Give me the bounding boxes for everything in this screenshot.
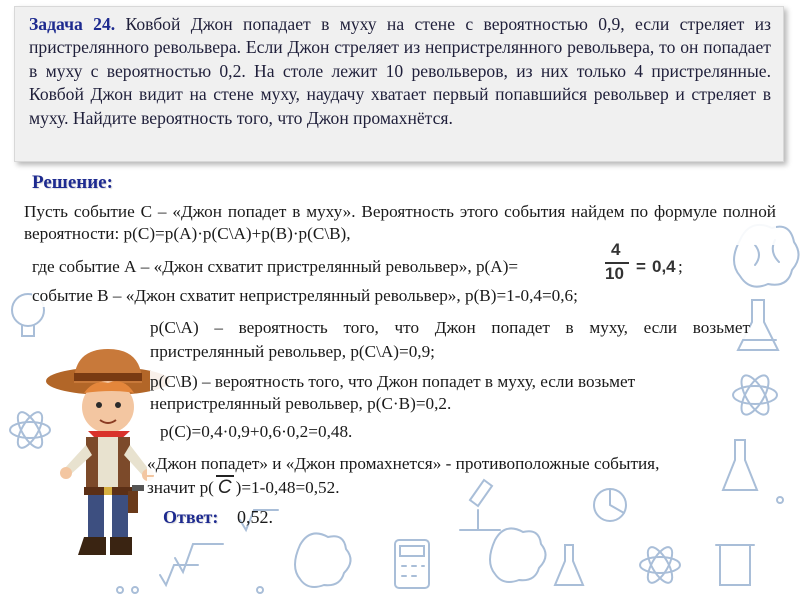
solution-paragraph-2 [32,256,592,278]
solution-paragraph-6: р(С)=0,4·0,9+0,6·0,2=0,48. [160,422,353,441]
solution-paragraph-4-line-2: пристрелянный револьвер, р(С\А)=0,9; [150,342,435,361]
task-text: Ковбой Джон попадает в муху на стене с вероятностью 0,9, если стреляет из пристрелянного револьвера. Если Джон стреляет из непристрелянного револьвера, то он попадает в муху с вероятностью 0,2. На столе лежит 10 револьверов, из них только 4 пристрелянные. Ковбой Джон видит на стене муху, наудачу хватает первый попавшийся револьвер и стреляет в муху. Найдите вероятность того, что Джон промахнётся. [29,14,772,128]
answer-label: Ответ: [163,507,219,527]
solution-paragraph-7-end: )=1-0,48=0,52. [235,478,340,497]
fraction [603,240,633,288]
solution-paragraph-1: Пусть событие С – «Джон попадет в муху». Вероятность этого события найдем по формуле полной вероятности: р(С)=р(А)·р(С\А)+р(В)·р(С\В), [24,202,776,243]
beaker-icon [716,545,754,585]
event-c-complement: С [217,477,232,498]
fraction-equals: = [636,257,646,276]
solution-paragraph-2-text: где событие А – «Джон схватит пристрелянный револьвер», р(А)= [32,257,519,276]
solution-paragraph-4-line-1: р(С\А) – вероятность того, что Джон попадет в муху, если возьмет [150,318,750,337]
solution-paragraph-7-line-1: «Джон попадет» и «Джон промахнется» - противоположные события, [147,454,660,473]
fraction-denominator: 10 [605,264,624,283]
answer-value: 0,52. [237,507,273,527]
flask-icon [723,440,757,490]
flask-icon [555,545,583,585]
solution-paragraph-7-line-2 [147,477,340,499]
fraction-numerator: 4 [611,240,621,259]
fraction-result: 0,4 [652,257,676,276]
brain-icon [295,533,351,587]
task-box [14,6,784,162]
solution-paragraph-5-line-2: непристрелянный револьвер, р(С·В)=0,2. [150,394,452,413]
solution-paragraph-5-line-1: р(С\В) – вероятность того, что Джон попадет в муху, если возьмет [150,372,636,391]
brain-icon [490,528,546,582]
pie-icon [594,489,626,521]
task-title: Задача 24. [29,14,116,34]
microscope-icon [460,480,500,530]
calculator-icon [395,540,429,588]
atom-icon [733,371,777,418]
solution-heading: Решение: [32,172,113,193]
atom-icon [640,544,680,587]
solution-paragraph-7-start: значит р( [147,478,214,497]
solution-paragraph-3: событие В – «Джон схватит непристрелянный револьвер», р(В)=1-0,4=0,6; [32,286,578,305]
fraction-semicolon: ; [678,257,683,276]
